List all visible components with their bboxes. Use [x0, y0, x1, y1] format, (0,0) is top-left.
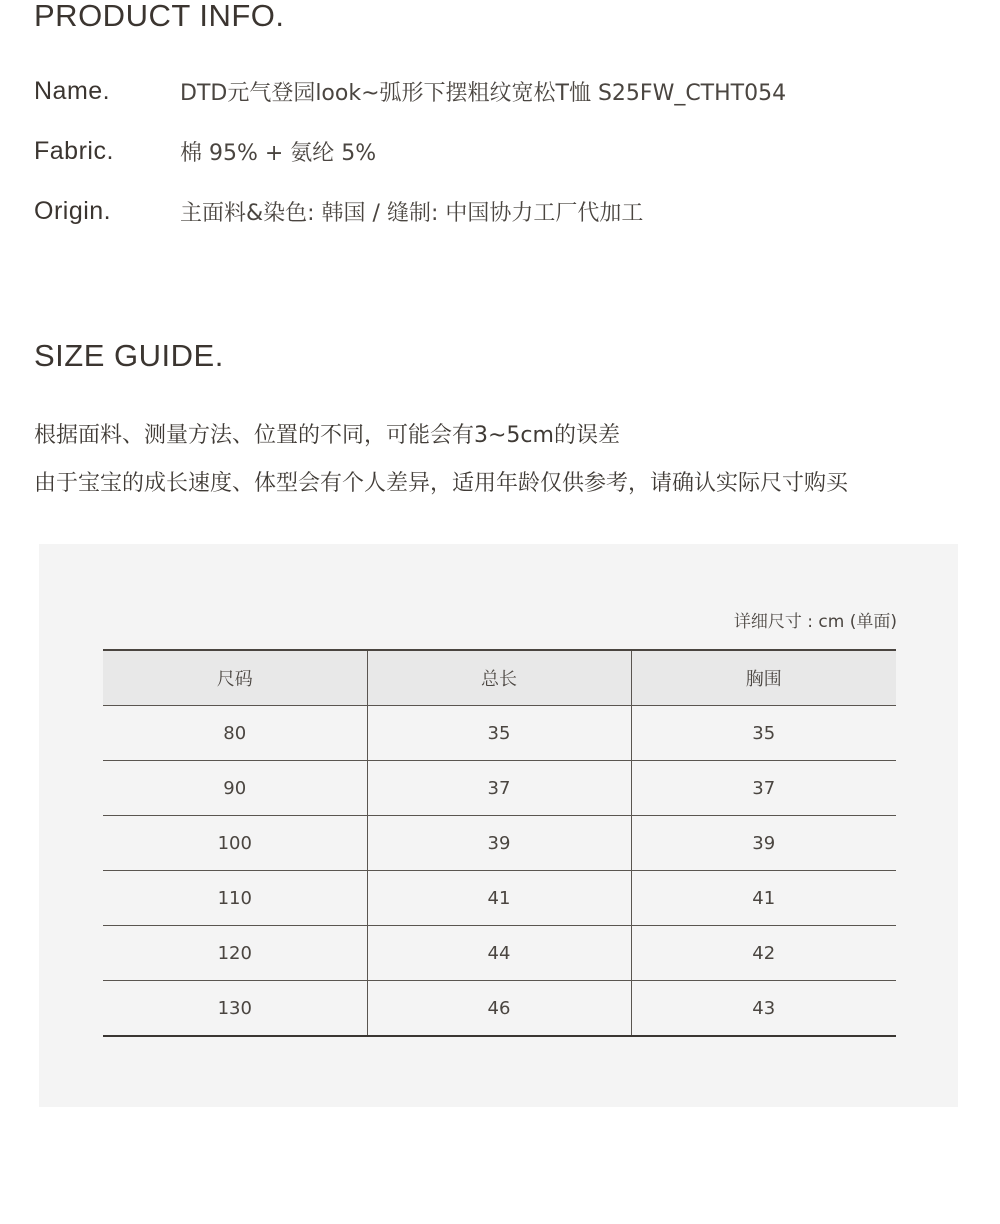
- info-row-origin: [34, 193, 643, 229]
- cell-size: 90: [103, 761, 367, 816]
- info-row-fabric: [34, 133, 376, 169]
- table-row: [103, 926, 896, 981]
- header-length: 总长: [367, 650, 631, 706]
- size-note-measurement: 根据面料、测量方法、位置的不同，可能会有3~5cm的误差: [34, 423, 620, 448]
- size-guide-title: SIZE GUIDE.: [34, 338, 224, 373]
- origin-value: 主面料&染色: 韩国 / 缝制: 中国协力工厂代加工: [180, 200, 644, 226]
- cell-chest: 35: [631, 706, 896, 761]
- cell-length: 37: [367, 761, 631, 816]
- product-info-title: PRODUCT INFO.: [34, 0, 285, 33]
- cell-length: 44: [367, 926, 631, 981]
- cell-chest: 41: [631, 871, 896, 926]
- size-table-panel: [39, 544, 958, 1107]
- cell-size: 130: [103, 981, 367, 1037]
- name-value: DTD元气登园look~弧形下摆粗纹宽松T恤 S25FW_CTHT054: [180, 80, 787, 106]
- size-note-age: 由于宝宝的成长速度、体型会有个人差异，适用年龄仅供参考，请确认实际尺寸购买: [34, 471, 849, 496]
- cell-size: 110: [103, 871, 367, 926]
- cell-size: 120: [103, 926, 367, 981]
- table-row: [103, 761, 896, 816]
- cell-size: 80: [103, 706, 367, 761]
- header-size: 尺码: [103, 650, 367, 706]
- unit-note: 详细尺寸 : cm (单面): [733, 612, 897, 632]
- cell-length: 41: [367, 871, 631, 926]
- header-chest: 胸围: [631, 650, 896, 706]
- table-header-row: [103, 650, 896, 706]
- cell-length: 46: [367, 981, 631, 1037]
- cell-chest: 43: [631, 981, 896, 1037]
- fabric-label: Fabric.: [34, 136, 114, 165]
- name-label: Name.: [34, 76, 111, 105]
- cell-chest: 39: [631, 816, 896, 871]
- info-row-name: [34, 73, 786, 109]
- fabric-value: 棉 95% + 氨纶 5%: [180, 140, 377, 166]
- size-table: [103, 649, 896, 1037]
- cell-length: 39: [367, 816, 631, 871]
- cell-size: 100: [103, 816, 367, 871]
- table-row: [103, 816, 896, 871]
- cell-chest: 37: [631, 761, 896, 816]
- table-row: [103, 981, 896, 1037]
- cell-length: 35: [367, 706, 631, 761]
- cell-chest: 42: [631, 926, 896, 981]
- table-row: [103, 706, 896, 761]
- table-row: [103, 871, 896, 926]
- origin-label: Origin.: [34, 196, 112, 225]
